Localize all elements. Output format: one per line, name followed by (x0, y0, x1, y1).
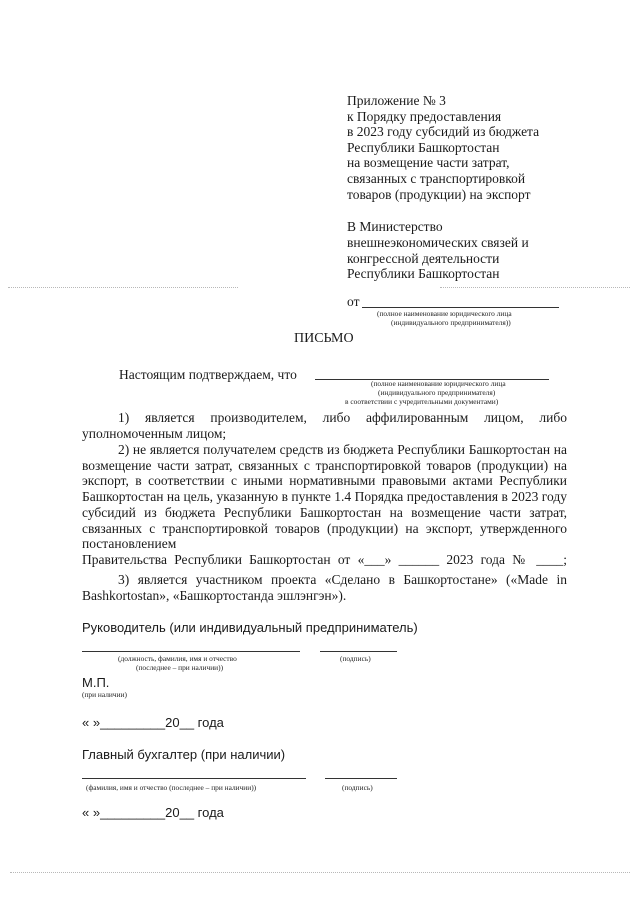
head-position-note: (должность, фамилия, имя и отчество (118, 654, 237, 663)
appendix-header-line: Приложение № 3 (347, 93, 446, 108)
accountant-signature-field-line[interactable] (325, 778, 397, 779)
from-field-line[interactable] (362, 307, 559, 308)
accountant-name-note: (фамилия, имя и отчество (последнее – при наличии)) (86, 783, 257, 792)
appendix-header-line: товаров (продукции) на экспорт (347, 186, 531, 202)
scan-artifact-line (8, 287, 238, 288)
from-note: (полное наименование юридического лица (377, 309, 512, 318)
list-item-3: 3) является участником проекта «Сделано в Башкортостане» («Made in Bashkortostan», «Башкортостанда эшлэнгэн»). (82, 572, 567, 603)
scan-artifact-line (440, 287, 630, 288)
scan-artifact-line (10, 872, 630, 873)
from-note: (индивидуального предпринимателя)) (391, 318, 511, 327)
accountant-name-field-line[interactable] (82, 778, 306, 779)
head-position-field-line[interactable] (82, 651, 300, 652)
appendix-header-line: к Порядку предоставления (347, 108, 502, 124)
recipient-block (347, 219, 529, 282)
document-title: ПИСЬМО (294, 331, 354, 346)
company-name-note: в соответствии с учредительными документами) (345, 397, 499, 406)
head-position-note: (последнее – при наличии)) (136, 663, 224, 672)
accountant-signature-note: (подпись) (342, 783, 373, 792)
date-field[interactable]: « »_________20__ года (82, 805, 224, 820)
list-item-1: 1) является производителем, либо аффилированным лицом, либо уполномоченным лицом; (82, 410, 567, 441)
recipient-line: В Министерство (347, 219, 443, 234)
date-field[interactable]: « »_________20__ года (82, 715, 224, 730)
head-label: Руководитель (или индивидуальный предприниматель) (82, 620, 418, 635)
confirm-text: Настоящим подтверждаем, что (119, 367, 297, 382)
head-signature-note: (подпись) (340, 654, 371, 663)
recipient-line: внешнеэкономических связей и (347, 234, 529, 250)
accountant-label: Главный бухгалтер (при наличии) (82, 747, 286, 762)
recipient-line: Республики Башкортостан (347, 266, 500, 282)
head-signature-field-line[interactable] (320, 651, 397, 652)
company-name-note: (полное наименование юридического лица (371, 379, 506, 388)
appendix-header (347, 93, 539, 202)
from-label: от (347, 294, 360, 309)
appendix-header-line: на возмещение части затрат, (347, 155, 510, 171)
appendix-header-line: в 2023 году субсидий из бюджета (347, 124, 540, 140)
company-name-note: (индивидуального предпринимателя) (378, 388, 496, 397)
list-item-2-end: Правительства Республики Башкортостан от «___» ______ 2023 года № ____; (82, 552, 567, 567)
list-item-2: 2) не является получателем средств из бюджета Республики Башкортостан на возмещение части затрат, связанных с транспортировкой товаров (продукции) на экспорт, в соответствии с иными нормативными правовыми актами Республики Башкортостан на цель, указанную в пункте 1.4 Порядка предоставления в 2023 году субсидий из бюджета Республики Башкортостан на возмещение части затрат, связанных с транспортировкой товаров (продукции) на экспорт, утвержденного постановлением (82, 442, 567, 552)
appendix-header-line: Республики Башкортостан (347, 139, 500, 155)
stamp-label: М.П. (82, 675, 110, 690)
recipient-line: конгрессной деятельности (347, 250, 500, 266)
appendix-header-line: связанных с транспортировкой (347, 170, 526, 186)
stamp-note: (при наличии) (82, 690, 127, 699)
